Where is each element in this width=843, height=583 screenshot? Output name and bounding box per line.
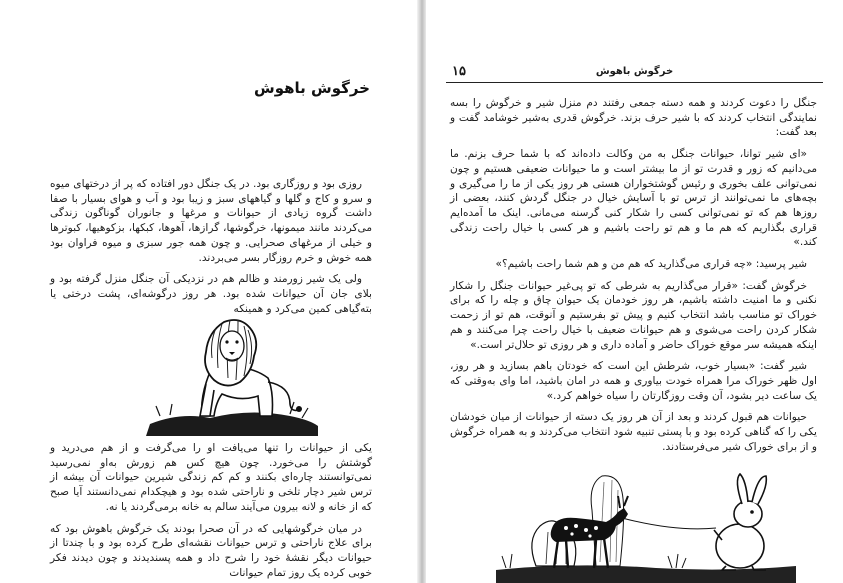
rabbit-deer-illustration [496,470,796,583]
left-text-bottom [50,441,372,583]
paragraph: شیر گفت: «بسیار خوب، شرطش این است که خودتان باهم بسازید و هر روز، اول ظهر خوراک مرا همراه خودت بیاوری و همه در امان باشید، اما وای به‌وقتی که یک ساعت دیر بشود، آن وقت روزگارتان را سیاه خواهم کرد.» [450,360,817,402]
running-header [446,64,823,83]
paragraph: یکی از حیوانات را تنها می‌یافت او را می‌گرفت و از هم می‌درید و گوشتش را می‌خورد. چون هیچ کس هم زورش به‌او نمی‌رسید نمی‌توانستند چاره‌ای بکنند و کم کم زندگی شیرین حیوانات آن بیشه از ترس شیر دچار تلخی و ناراحتی شده بود و هیچکدام نمی‌دانستند آیا صبح که از خانه و لانه بیرون می‌آیند سالم به خانه برمی‌گردند یا نه. [50,442,372,513]
paragraph: «ای شیر توانا، حیوانات جنگل به من وکالت داده‌اند که با شما حرف بزنم. ما می‌دانیم که زور و قدرت تو از ما بیشتر است و ما حیوانات ضعیفی هستیم و چون نمی‌توانی علف بخوری و رئیس گوشتخواران هستی هر روز یکی از ما را می‌گیری و بچه‌های ما نمی‌توانند از ترس تو با آسایش خیال در جنگل گردش کنند، بعضی از روزها هم که تو نمی‌توانی کسی را شکار کنی گرسنه می‌مانی. اینک ما آمده‌ایم قراری بگذاریم که هم ما و هم تو راحت باشیم و هر کسی با خیال راحت زندگی کند.» [450,148,817,249]
right-text [450,96,817,461]
paragraph: حیوانات هم قبول کردند و بعد از آن هر روز یک دسته از حیوانات از میان خودشان یکی را که گناهی کرده بود و با پستی تنبیه شود انتخاب می‌کردند و به همراه خرگوش و از برای خوراک شیر می‌فرستادند. [450,411,817,453]
paragraph: ولی یک شیر زورمند و ظالم هم در نزدیکی آن جنگل منزل گرفته بود و بلای جان آن حیوانات شده بود. هر روز درگوشه‌ای، پشت درختی یا بته‌گیاهی کمین می‌کرد و همینکه [50,273,372,315]
left-text-top [50,177,372,323]
chapter-title: خرگوش باهوش [254,79,370,97]
left-page [0,0,420,583]
paragraph: روزی بود و روزگاری بود. در یک جنگل دور افتاده که پر از درختهای میوه و سرو و کاج و گلها و گیاههای سبز و زیبا بود و آب و هوای بسیار با صفا داشت گروه زیادی از حیوانات و مرغها و جانوران گوناگون زندگی می‌کردند مانند میمونها، خرگوشها، گرازها، آهوها، کبکها، بزکوهیها، کبوترها و خیلی از مرغهای صحرایی. و چون همه جور سبزی و میوه فراوان بود همه خوش و خرم روزگار بسر می‌بردند. [50,178,372,264]
paragraph: جنگل را دعوت کردند و همه دسته جمعی رفتند دم منزل شیر و خرگوش را بسه نمایندگی انتخاب کردند که با شیر حرف بزند. خرگوش قدری به‌شیر خوشامد گفت و بعد گفت: [450,97,817,139]
running-title: خرگوش باهوش [595,66,674,77]
right-page [426,0,843,583]
lion-illustration [140,312,320,440]
book-gutter [417,0,426,583]
paragraph: شیر پرسید: «چه قراری می‌گذارید که هم من و هم شما راحت باشیم؟» [495,258,807,271]
page-number: ۱۵ [452,64,466,79]
paragraph: در میان خرگوشهایی که در آن صحرا بودند یک خرگوش باهوش بود که برای علاج ناراحتی و ترس حیوانات نقشه‌ای طرح کرده بود و با چندتا از حیوانات دیگر نقشهٔ خود را شرح داد و همه پسندیدند و چون دیدند فکر خوبی کرده یک روز تمام حیوانات [50,522,372,579]
paragraph: خرگوش گفت: «قرار می‌گذاریم به شرطی که تو پی‌غیر حیوانات جنگل را شکار نکنی و ما امنیت داشته باشیم، هر روز خودمان یک حیوان چاق و چله را که برای خوراک تو مناسب باشد انتخاب کنیم و پیش تو بفرستیم و آنوقت، هم تو از زحمت شکار کردن راحت می‌شوی و هم حیوانات ضعیف با خیال راحت چرا می‌کنند و هم اینکه همیشه سر موقع خوراک حاضر و آماده داری و هر روزی تو حلال‌تر است.» [450,279,817,351]
